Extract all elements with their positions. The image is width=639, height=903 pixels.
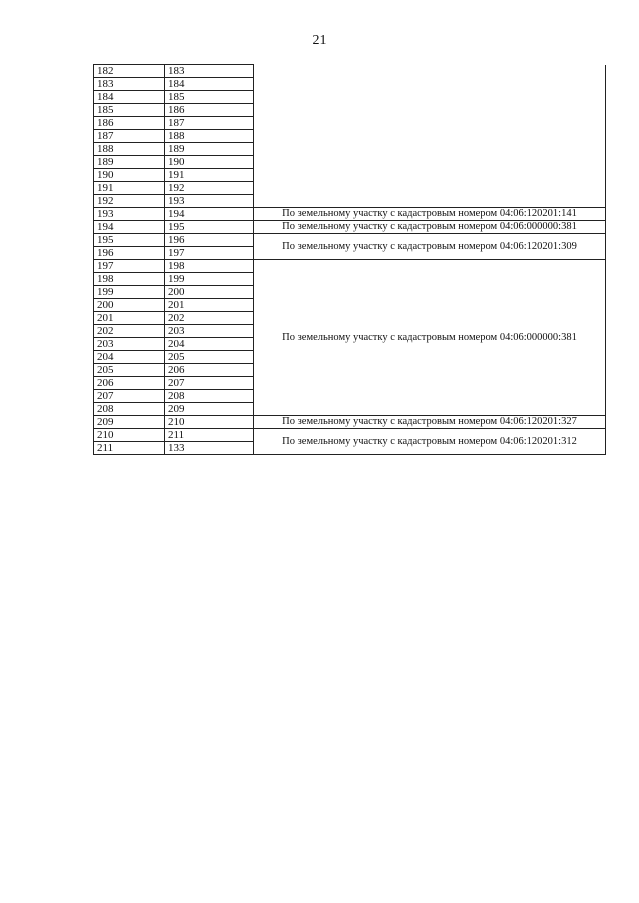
cell-old-number: 184 bbox=[94, 91, 165, 104]
cell-new-number: 189 bbox=[165, 143, 254, 156]
cell-new-number: 185 bbox=[165, 91, 254, 104]
cell-new-number: 204 bbox=[165, 338, 254, 351]
cell-new-number: 191 bbox=[165, 169, 254, 182]
cell-new-number: 200 bbox=[165, 286, 254, 299]
cell-old-number: 185 bbox=[94, 104, 165, 117]
cell-old-number: 183 bbox=[94, 78, 165, 91]
cell-old-number: 195 bbox=[94, 234, 165, 247]
cell-old-number: 194 bbox=[94, 221, 165, 234]
cell-new-number: 184 bbox=[165, 78, 254, 91]
cell-new-number: 193 bbox=[165, 195, 254, 208]
parcel-table bbox=[93, 64, 606, 455]
cell-new-number: 194 bbox=[165, 208, 254, 221]
cell-old-number: 204 bbox=[94, 351, 165, 364]
cell-old-number: 199 bbox=[94, 286, 165, 299]
cell-new-number: 208 bbox=[165, 390, 254, 403]
cell-new-number: 192 bbox=[165, 182, 254, 195]
cell-new-number: 211 bbox=[165, 429, 254, 442]
cell-old-number: 210 bbox=[94, 429, 165, 442]
cell-parcel-description: По земельному участку с кадастровым номером 04:06:120201:141 bbox=[254, 208, 606, 221]
cell-new-number: 198 bbox=[165, 260, 254, 273]
cell-new-number: 209 bbox=[165, 403, 254, 416]
cell-old-number: 192 bbox=[94, 195, 165, 208]
table-row bbox=[94, 416, 606, 429]
cell-new-number: 199 bbox=[165, 273, 254, 286]
cell-new-number: 195 bbox=[165, 221, 254, 234]
cell-old-number: 200 bbox=[94, 299, 165, 312]
cell-old-number: 189 bbox=[94, 156, 165, 169]
cell-old-number: 193 bbox=[94, 208, 165, 221]
cell-old-number: 188 bbox=[94, 143, 165, 156]
cell-old-number: 207 bbox=[94, 390, 165, 403]
cell-old-number: 197 bbox=[94, 260, 165, 273]
cell-old-number: 182 bbox=[94, 65, 165, 78]
parcel-table-body bbox=[94, 65, 606, 455]
cell-old-number: 198 bbox=[94, 273, 165, 286]
table-row bbox=[94, 260, 606, 273]
cell-old-number: 201 bbox=[94, 312, 165, 325]
cell-parcel-description: По земельному участку с кадастровым номером 04:06:120201:327 bbox=[254, 416, 606, 429]
cell-old-number: 191 bbox=[94, 182, 165, 195]
cell-new-number: 202 bbox=[165, 312, 254, 325]
cell-old-number: 206 bbox=[94, 377, 165, 390]
cell-new-number: 188 bbox=[165, 130, 254, 143]
cell-new-number: 206 bbox=[165, 364, 254, 377]
cell-new-number: 186 bbox=[165, 104, 254, 117]
cell-old-number: 211 bbox=[94, 442, 165, 455]
cell-new-number: 183 bbox=[165, 65, 254, 78]
cell-new-number: 197 bbox=[165, 247, 254, 260]
cell-old-number: 196 bbox=[94, 247, 165, 260]
cell-parcel-description: По земельному участку с кадастровым номером 04:06:000000:381 bbox=[254, 221, 606, 234]
table-row bbox=[94, 234, 606, 247]
cell-new-number: 205 bbox=[165, 351, 254, 364]
cell-old-number: 202 bbox=[94, 325, 165, 338]
cell-new-number: 207 bbox=[165, 377, 254, 390]
cell-old-number: 208 bbox=[94, 403, 165, 416]
table-row bbox=[94, 65, 606, 78]
cell-parcel-description: По земельному участку с кадастровым номером 04:06:000000:381 bbox=[254, 260, 606, 416]
cell-parcel-description: По земельному участку с кадастровым номером 04:06:120201:312 bbox=[254, 429, 606, 455]
cell-new-number: 190 bbox=[165, 156, 254, 169]
cell-old-number: 209 bbox=[94, 416, 165, 429]
cell-new-number: 210 bbox=[165, 416, 254, 429]
table-row bbox=[94, 221, 606, 234]
cell-new-number: 201 bbox=[165, 299, 254, 312]
cell-new-number: 196 bbox=[165, 234, 254, 247]
cell-new-number: 187 bbox=[165, 117, 254, 130]
cell-old-number: 186 bbox=[94, 117, 165, 130]
page-number: 21 bbox=[312, 33, 327, 48]
cell-parcel-description bbox=[254, 65, 606, 208]
table-row bbox=[94, 429, 606, 442]
cell-old-number: 203 bbox=[94, 338, 165, 351]
cell-old-number: 190 bbox=[94, 169, 165, 182]
cell-new-number: 133 bbox=[165, 442, 254, 455]
cell-new-number: 203 bbox=[165, 325, 254, 338]
cell-parcel-description: По земельному участку с кадастровым номером 04:06:120201:309 bbox=[254, 234, 606, 260]
table-row bbox=[94, 208, 606, 221]
cell-old-number: 187 bbox=[94, 130, 165, 143]
cell-old-number: 205 bbox=[94, 364, 165, 377]
